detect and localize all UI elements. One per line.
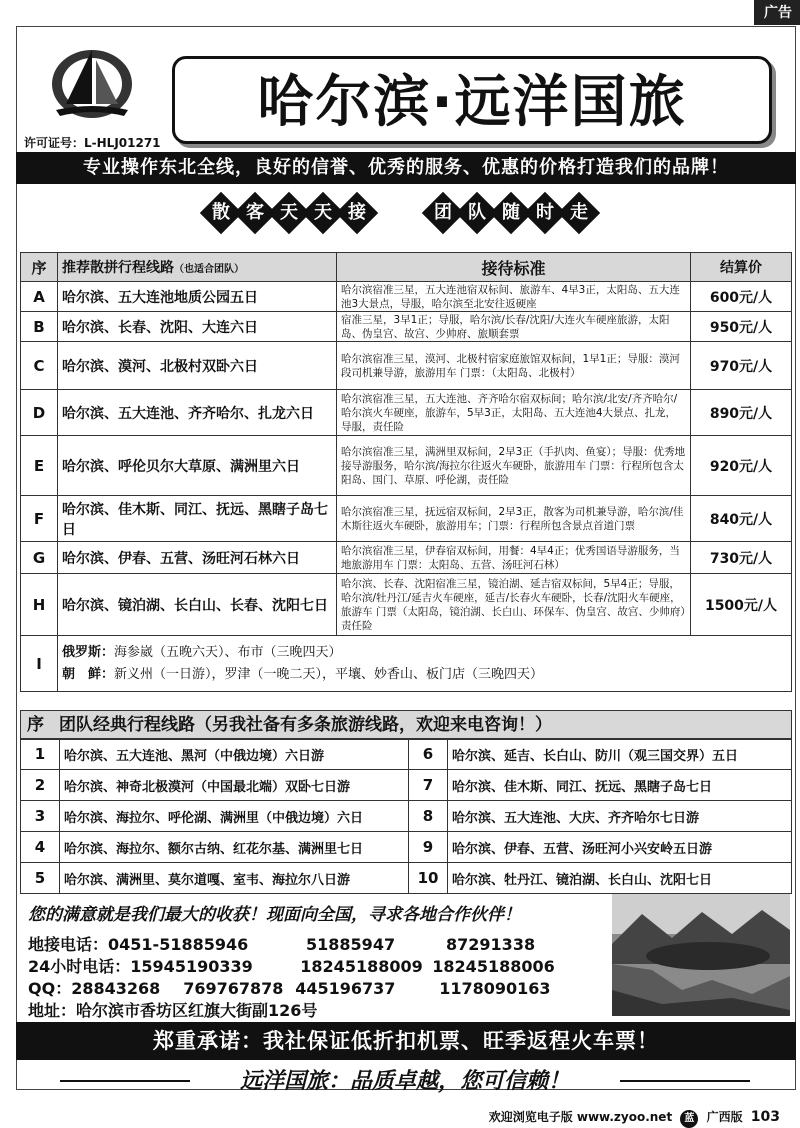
table-row (21, 282, 792, 312)
pill-group-group (428, 198, 594, 228)
row-price: 1500元/人 (691, 574, 792, 636)
row-std: 哈尔滨宿准三星，漠河、北极村宿家庭旅馆双标间，1早1正；导服：漠河段司机兼导游，旅游用车 门票：（太阳岛、北极村） (337, 342, 691, 390)
row-route: 哈尔滨、五大连池、大庆、齐齐哈尔七日游 (448, 801, 792, 832)
slogan-bar: 专业操作东北全线，良好的信誉、优秀的服务、优惠的价格打造我们的品牌！ (16, 152, 796, 184)
cooperation-slogan: 您的满意就是我们最大的收获！现面向全国，寻求各地合作伙伴！ (28, 905, 521, 925)
row-std: 哈尔滨宿准三星，五大连池、齐齐哈尔宿双标间；哈尔滨/北安/齐齐哈尔/哈尔滨火车硬座，旅游车，5早3正，太阳岛、五大连池4大景点、扎龙，导服，责任险 (337, 390, 691, 436)
row-no: E (21, 436, 58, 496)
contact-qq (28, 976, 551, 999)
row-no: 10 (409, 863, 448, 894)
group-routes-table (20, 738, 792, 894)
qq-number: 1178090163 (439, 979, 551, 998)
row-route: 哈尔滨、伊春、五营、汤旺河石林六日 (58, 542, 337, 574)
row-route: 哈尔滨、伊春、五营、汤旺河小兴安岭五日游 (448, 832, 792, 863)
phone-number: 18245188006 (432, 957, 555, 976)
row-no: I (21, 636, 58, 692)
row-no: 3 (21, 801, 60, 832)
scattered-routes-table (20, 252, 792, 692)
row-std: 哈尔滨宿准三星，伊春宿双标间，用餐：4早4正；优秀国语导游服务，当地旅游用车 门票：太阳岛、五营、汤旺河石林） (337, 542, 691, 574)
phone-number: 51885947 (306, 935, 396, 954)
ad-tag: 广告 (754, 0, 800, 25)
table-row (21, 390, 792, 436)
pill-char: 团 (422, 192, 464, 234)
row-no: 2 (21, 770, 60, 801)
row-price: 950元/人 (691, 312, 792, 342)
pill-char: 散 (200, 192, 242, 234)
row-price: 600元/人 (691, 282, 792, 312)
table-row (21, 770, 792, 801)
pill-char: 客 (234, 192, 276, 234)
row-route: 哈尔滨、佳木斯、同江、抚远、黑瞎子岛七日 (448, 770, 792, 801)
contact-label: 地址： (28, 1001, 77, 1020)
row-route: 哈尔滨、长春、沈阳、大连六日 (58, 312, 337, 342)
qq-number: 769767878 (183, 979, 284, 998)
pill-char: 随 (490, 192, 532, 234)
table-row (21, 436, 792, 496)
phone-number: 87291338 (446, 935, 536, 954)
badge-icon: 蓝 (680, 1110, 698, 1128)
row-std: 哈尔滨、长春、沈阳宿准三星，镜泊湖、延吉宿双标间，5早4正；导服，哈尔滨/牡丹江/延吉火车硬座，延吉/长春火车硬卧，长春/沈阳火车硬座，旅游车 门票（太阳岛，镜泊湖、长白山、环保车、伪皇宫、故宫、少帅府）责任险 (337, 574, 691, 636)
pill-char: 天 (268, 192, 310, 234)
footer-rule-right (620, 1080, 750, 1082)
page-number: 103 (750, 1109, 780, 1125)
row-no: 9 (409, 832, 448, 863)
table-row (21, 801, 792, 832)
row-no: G (21, 542, 58, 574)
contact-24h-phone (28, 954, 555, 977)
row-no: B (21, 312, 58, 342)
row-price: 970元/人 (691, 342, 792, 390)
group-routes-header (20, 710, 792, 740)
site-text: 欢迎浏览电子版 www.zyoo.net (488, 1110, 673, 1124)
abroad-label: 俄罗斯： (62, 644, 115, 660)
address-text: 哈尔滨市香坊区红旗大街副126号 (76, 1001, 318, 1020)
table-row (21, 312, 792, 342)
row-price: 920元/人 (691, 436, 792, 496)
bottom-info (489, 1108, 780, 1128)
col-route: 推荐散拼行程线路（也适合团队） (58, 253, 337, 282)
contact-label: QQ： (28, 979, 72, 998)
abroad-routes (58, 636, 792, 692)
row-route: 哈尔滨、漠河、北极村双卧六日 (58, 342, 337, 390)
row-route: 哈尔滨、五大连池地质公园五日 (58, 282, 337, 312)
edition-text: 广西版 (706, 1110, 743, 1124)
row-no: 4 (21, 832, 60, 863)
pill-char: 接 (336, 192, 378, 234)
row-route: 哈尔滨、神奇北极漠河（中国最北端）双卧七日游 (60, 770, 409, 801)
table-row (21, 542, 792, 574)
qq-number: 445196737 (295, 979, 396, 998)
table-row (21, 342, 792, 390)
row-route: 哈尔滨、镜泊湖、长白山、长春、沈阳七日 (58, 574, 337, 636)
row-no: 8 (409, 801, 448, 832)
agency-title: 哈尔滨·远洋国旅 (257, 70, 687, 135)
col-price: 结算价 (691, 253, 792, 282)
table-header (21, 253, 792, 282)
abroad-text: 海参崴（五晚六天）、布市（三晚四天） (114, 644, 342, 660)
row-route: 哈尔滨、延吉、长白山、防川（观三国交界）五日 (448, 739, 792, 770)
pill-char: 时 (524, 192, 566, 234)
lake-photo (612, 894, 790, 1016)
row-route: 哈尔滨、五大连池、黑河（中俄边境）六日游 (60, 739, 409, 770)
row-route: 哈尔滨、呼伦贝尔大草原、满洲里六日 (58, 436, 337, 496)
qq-number: 28843268 (71, 979, 161, 998)
sailboat-logo-icon (48, 44, 136, 124)
table-row (21, 739, 792, 770)
promise-bar: 郑重承诺：我社保证低折扣机票、旺季返程火车票！ (16, 1022, 796, 1060)
abroad-text: 新义州（一日游），罗津（一晚二天），平壤、妙香山、板门店（三晚四天） (114, 666, 544, 682)
row-route: 哈尔滨、海拉尔、额尔古纳、红花尔基、满洲里七日 (60, 832, 409, 863)
row-route: 哈尔滨、牡丹江、镜泊湖、长白山、沈阳七日 (448, 863, 792, 894)
row-no: C (21, 342, 58, 390)
row-no: 1 (21, 739, 60, 770)
footer-rule-left (60, 1080, 190, 1082)
phone-number: 18245188009 (300, 957, 423, 976)
table-row-abroad (21, 636, 792, 692)
row-route: 哈尔滨、佳木斯、同江、抚远、黑瞎子岛七日 (58, 496, 337, 542)
row-no: D (21, 390, 58, 436)
row-std: 哈尔滨宿准三星，满洲里双标间，2早3正（手扒肉、鱼宴）；导服：优秀地接导游服务，哈尔滨/海拉尔往返火车硬卧，旅游用车 门票：行程所包含太阳岛、国门、草原、呼伦湖，责任险 (337, 436, 691, 496)
row-no: 5 (21, 863, 60, 894)
group-routes-title: 团队经典行程线路（另我社备有多条旅游线路，欢迎来电咨询！） (59, 715, 552, 735)
row-no: H (21, 574, 58, 636)
row-no: A (21, 282, 58, 312)
table-row (21, 863, 792, 894)
row-no: 7 (409, 770, 448, 801)
row-route: 哈尔滨、海拉尔、呼伦湖、满洲里（中俄边境）六日 (60, 801, 409, 832)
row-std: 哈尔滨宿准三星，五大连池宿双标间、旅游车、4早3正，太阳岛、五大连池3大景点，导服，哈尔滨至北安往返硬座 (337, 282, 691, 312)
col-no: 序 (27, 715, 44, 735)
pill-char: 队 (456, 192, 498, 234)
row-price: 840元/人 (691, 496, 792, 542)
col-no: 序 (21, 253, 58, 282)
contact-label: 24小时电话： (28, 957, 131, 976)
phone-number: 0451-51885946 (108, 935, 249, 954)
row-price: 730元/人 (691, 542, 792, 574)
row-route: 哈尔滨、满洲里、莫尔道嘎、室韦、海拉尔八日游 (60, 863, 409, 894)
contact-local-phone (28, 932, 535, 955)
row-no: 6 (409, 739, 448, 770)
row-std: 哈尔滨宿准三星，抚远宿双标间，2早3正，散客为司机兼导游，哈尔滨/佳木斯往返火车硬卧，旅游用车；门票：行程所包含景点首道门票 (337, 496, 691, 542)
row-route: 哈尔滨、五大连池、齐齐哈尔、扎龙六日 (58, 390, 337, 436)
pill-char: 天 (302, 192, 344, 234)
contact-address (28, 998, 317, 1021)
table-row (21, 496, 792, 542)
row-std: 宿准三星，3早1正；导服，哈尔滨/长春/沈阳/大连火车硬座旅游，太阳岛、伪皇宫、故宫、少帅府、旅顺套票 (337, 312, 691, 342)
row-price: 890元/人 (691, 390, 792, 436)
phone-number: 15945190339 (130, 957, 253, 976)
table-row (21, 832, 792, 863)
pill-group-daily (206, 198, 372, 228)
row-no: F (21, 496, 58, 542)
pill-char: 走 (558, 192, 600, 234)
table-row (21, 574, 792, 636)
contact-label: 地接电话： (28, 935, 109, 954)
abroad-label: 朝 鲜： (62, 666, 115, 682)
footer-slogan: 远洋国旅：品质卓越，您可信赖！ (239, 1069, 570, 1094)
license-number: 许可证号：L-HLJ01271 (24, 136, 161, 150)
col-std: 接待标准 (337, 253, 691, 282)
